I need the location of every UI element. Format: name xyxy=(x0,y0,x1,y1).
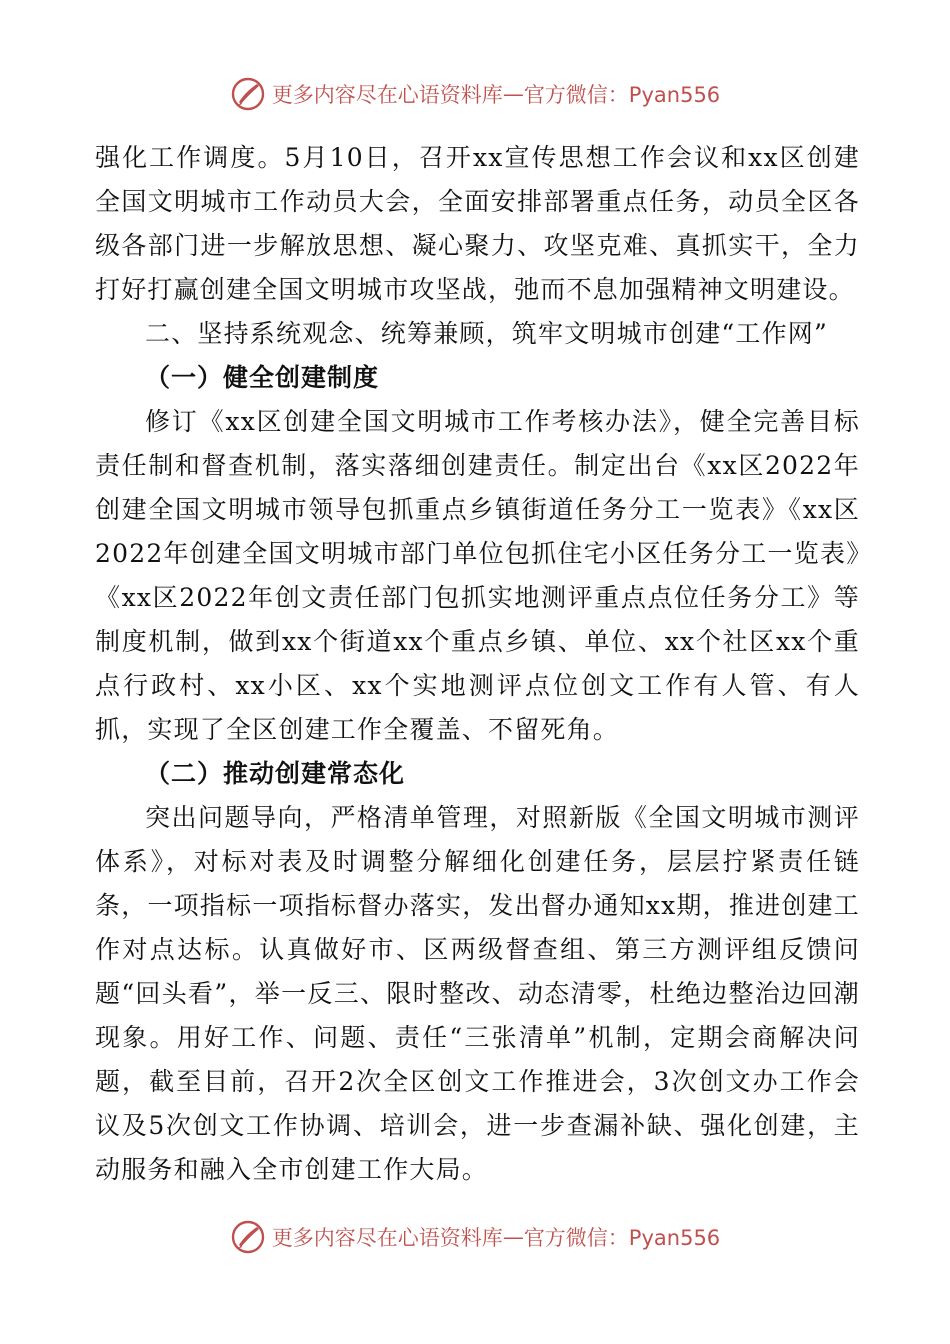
section-two-title: 二、坚持系统观念、统筹兼顾，筑牢文明城市创建“工作网” xyxy=(145,319,828,348)
paragraph-system-details: 修订《xx区创建全国文明城市工作考核办法》，健全完善目标责任制和督查机制，落实落细创建责任。制定出台《xx区2022年创建全国文明城市领导包抓重点乡镇街道任务分工一览表》《xx区2022年创建全国文明城市部门单位包抓住宅小区任务分工一览表》《xx区2022年创文责任部门包抓实地测评重点点位任务分工》等制度机制，做到xx个街道xx个重点乡镇、单位、xx个社区xx个重点行政村、xx小区、xx个实地测评点位创文工作有人管、有人抓，实现了全区创建工作全覆盖、不留死角。 xyxy=(95,407,860,744)
watermark-contact: 官方微信：Pyan556 xyxy=(523,1226,721,1250)
watermark-contact: 官方微信：Pyan556 xyxy=(523,83,721,107)
header-watermark xyxy=(0,72,950,116)
paragraph-normalization-details: 突出问题导向，严格清单管理，对照新版《全国文明城市测评体系》，对标对表及时调整分解细化创建任务，层层拧紧责任链条，一项指标一项指标督办落实，发出督办通知xx期，推进创建工作对点达标。认真做好市、区两级督查组、第三方测评组反馈问题“回头看”，举一反三、限时整改、动态清零，杜绝边整治边回潮现象。用好工作、问题、责任“三张清单”机制，定期会商解决问题，截至目前，召开2次全区创文工作推进会，3次创文办工作会议及5次创文工作协调、培训会，进一步查漏补缺、强化创建，主动服务和融入全市创建工作大局。 xyxy=(95,803,860,1184)
pen-logo-icon xyxy=(230,76,266,112)
watermark-text: 更多内容尽在心语资料库 xyxy=(271,83,503,107)
subheading-normalization: （二）推动创建常态化 xyxy=(145,759,406,788)
document-body xyxy=(95,136,860,1192)
watermark-text: 更多内容尽在心语资料库 xyxy=(271,1226,503,1250)
footer-watermark xyxy=(0,1215,950,1259)
pen-logo-icon xyxy=(230,1219,266,1255)
watermark-separator: — xyxy=(502,82,524,106)
paragraph-work-scheduling: 强化工作调度。5月10日，召开xx宣传思想工作会议和xx区创建全国文明城市工作动员大会，全面安排部署重点任务，动员全区各级各部门进一步解放思想、凝心聚力、攻坚克难、真抓实干，全力打好打赢创建全国文明城市攻坚战，弛而不息加强精神文明建设。 xyxy=(95,143,860,304)
watermark-separator: — xyxy=(502,1225,524,1249)
subheading-improve-system: （一）健全创建制度 xyxy=(145,363,380,392)
